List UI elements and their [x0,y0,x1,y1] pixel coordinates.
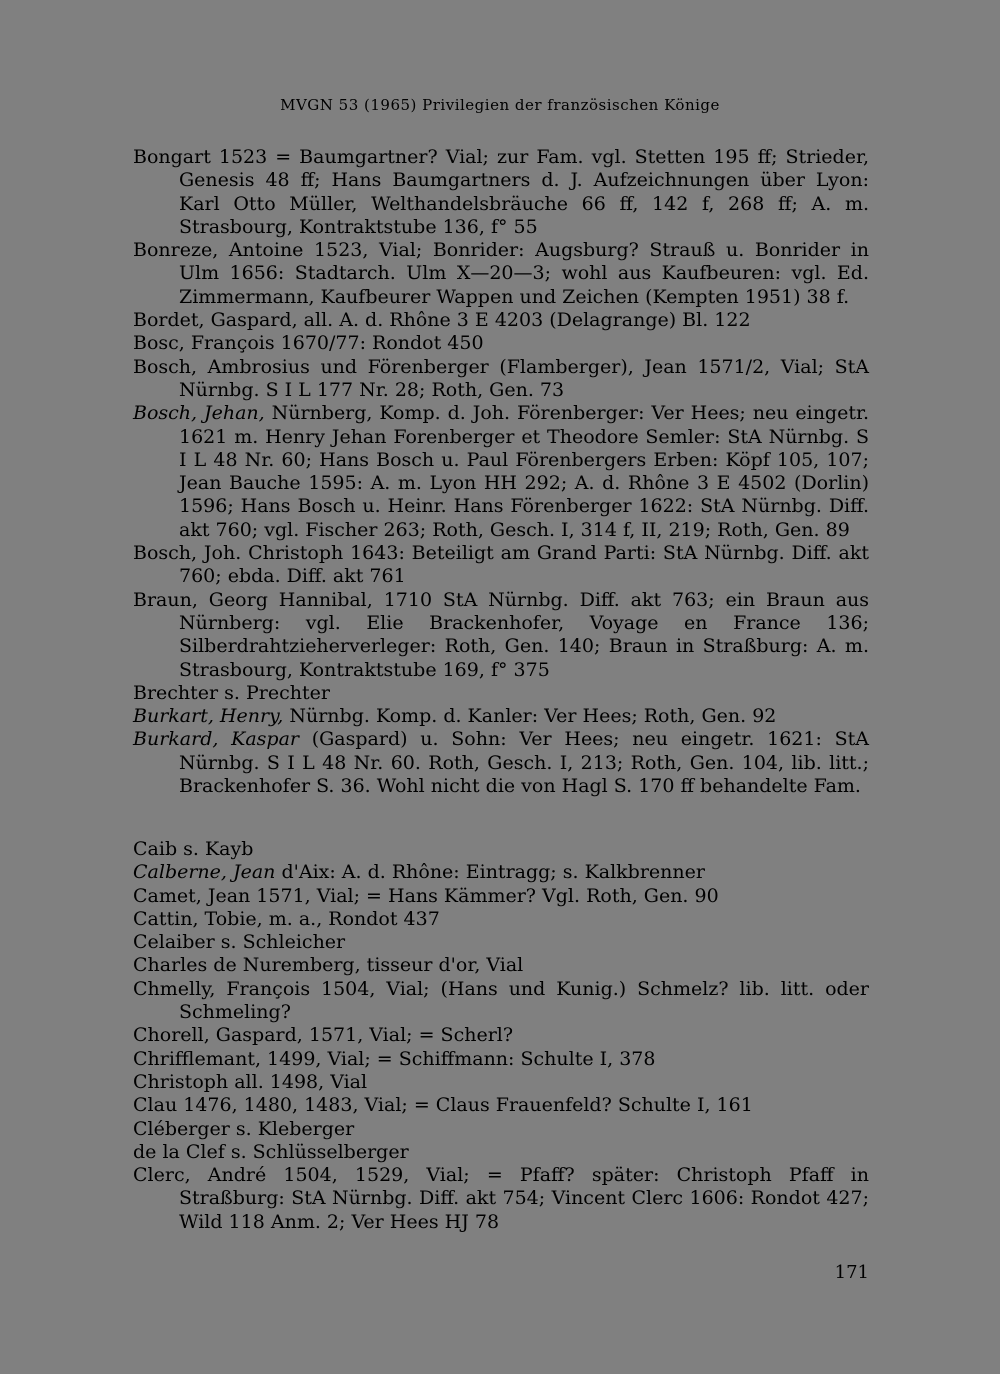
index-entry [133,1094,869,1117]
entry-text: 1643: Beteiligt am Grand Parti: StA Nürnbg. Diff. akt 760; ebda. Diff. akt 761 [179,542,870,588]
entry-head: Bordet, Gaspard, [133,309,298,332]
index-entry [133,728,869,798]
index-entry [133,1118,869,1141]
entry-head: Cléberger [133,1117,230,1140]
entry-head: Chrifflemant, [133,1047,262,1070]
index-entry [133,1164,869,1234]
entry-text: 1504, 1529, Vial; = Pfaff? später: Christoph Pfaff in Straßburg: StA Nürnbg. Diff. akt 754; Vincent Clerc 1606: Rondot 427; Wild 118 Anm. 2; Ver Hees HJ 78 [179,1164,869,1233]
index-entry [133,332,869,355]
entry-head: Christoph [133,1070,229,1093]
entry-head: Clerc, André [133,1164,267,1187]
entry-text: 1710 StA Nürnbg. Diff. akt 763; ein Braun aus Nürnberg: vgl. Elie Brackenhofer, Voyage en France 136; Silberdrahtzieherverleger: Roth, Gen. 140; Braun in Straßburg: A. m. Strasbourg, Kontraktstube 169, f° 375 [179,588,870,681]
entry-head: Chmelly, François [133,977,311,1000]
entry-text: tisseur d'or, Vial [360,954,524,977]
entries-section-c [133,838,869,1234]
entry-text: all. 1498, Vial [228,1070,368,1093]
index-entry [133,861,869,884]
entry-text: 1499, Vial; = Schiffmann: Schulte I, 378 [261,1047,656,1070]
index-entry [133,1024,869,1047]
entry-text: 1523 = Baumgartner? Vial; zur Fam. vgl. Stetten 195 ff; Strieder, Genesis 48 ff; Hans Baumgartners d. J. Aufzeichnungen über Lyon: Karl Otto Müller, Welthandelsbräuche 66 ff, 142 f, 268 ff; A. m. Strasbourg, Kontraktstube 136, f° 55 [179,146,869,238]
entry-text: Nürnbg. Komp. d. Kanler: Ver Hees; Roth, Gen. 92 [283,705,777,728]
index-entry [133,309,869,332]
entry-head: de la Clef [133,1140,225,1163]
index-entry [133,954,869,977]
entry-text: (Gaspard) u. Sohn: Ver Hees; neu eingetr. 1621: StA Nürnbg. S I L 48 Nr. 60. Roth, Gesch. I, 213; Roth, Gen. 104, lib. litt.; Brackenhofer S. 36. Wohl nicht die von Hagl S. 170 ff behandelte Fam. [179,728,869,798]
index-entry [133,682,869,705]
entry-head: Bosch, Jehan, [133,402,265,425]
entry-text: Nürnberg, Komp. d. Joh. Förenberger: Ver Hees; neu eingetr. 1621 m. Henry Jehan Forenberger et Theodore Semler: StA Nürnbg. S I L 48 Nr. 60; Hans Bosch u. Paul Förenbergers Erben: Köpf 105, 107; Jean Bauche 1595: A. m. Lyon HH 292; A. d. Rhône 3 E 4502 (Dorlin) 1596; Hans Bosch u. Heinr. Hans Förenberger 1622: StA Nürnbg. Diff. akt 760; vgl. Fischer 263; Roth, Gesch. I, 314 f, II, 219; Roth, Gen. 89 [179,402,870,541]
entry-text: 1523, Vial; Bonrider: Augsburg? Strauß u. Bonrider in Ulm 1656: Stadtarch. Ulm X—20—3; wohl aus Kaufbeuren: vgl. Ed. Zimmermann, Kaufbeurer Wappen und Zeichen (Kempten 1951) 38 f. [179,239,869,308]
entry-head: Bosch, Joh. Christoph [133,542,344,565]
index-entry [133,1141,869,1164]
entry-head: Celaiber [133,931,215,954]
entry-text: s. Prechter [218,681,330,704]
entry-head: Burkard, Kaspar [133,728,299,751]
entry-text: s. Schlüsselberger [224,1140,409,1163]
entry-text: s. Schleicher [214,931,346,954]
entry-head: Cattin, Tobie, [133,907,263,930]
entry-text: all. A. d. Rhône 3 E 4203 (Delagrange) Bl. 122 [297,309,751,332]
index-entry [133,705,869,728]
entry-head: Camet, Jean [133,884,251,907]
running-head: MVGN 53 (1965) Privilegien der französischen Könige [280,96,720,114]
index-entry [133,146,869,239]
entry-head: Bonreze, Antoine [133,239,304,262]
entries-section-b [133,146,869,798]
entry-text: 1670/77: Rondot 450 [274,332,484,355]
index-entry [133,838,869,861]
index-entry [133,356,869,403]
entry-text: 1571, Vial; = Hans Kämmer? Vgl. Roth, Gen. 90 [250,884,719,907]
entry-head: Clau [133,1094,178,1117]
page-number: 171 [834,1262,869,1283]
entry-head: Bosch, Ambrosius [133,355,310,378]
entry-head: Charles de Nuremberg, [133,954,361,977]
index-entry [133,931,869,954]
entry-head: Calberne, Jean [133,861,276,884]
entry-head: Braun, Georg Hannibal, [133,588,373,611]
entry-head: Brechter [133,681,219,704]
entry-text: s. Kleberger [229,1117,355,1140]
entry-text: 1571, Vial; = Scherl? [302,1024,514,1047]
entry-text: 1504, Vial; (Hans und Kunig.) Schmelz? lib. litt. oder Schmeling? [179,977,869,1024]
entry-head: Caib [133,838,178,860]
index-entry [133,908,869,931]
index-entry [133,885,869,908]
entry-head: Burkart, Henry, [133,705,284,728]
index-entry [133,589,869,682]
entry-text: d'Aix: A. d. Rhône: Eintragg; s. Kalkbrenner [275,861,705,884]
index-entry [133,1071,869,1094]
entry-text: und Förenberger (Flamberger), Jean 1571/2, Vial; StA Nürnbg. S I L 177 Nr. 28; Roth, Gen. 73 [179,355,869,401]
index-entry [133,542,869,589]
entry-text: m. a., Rondot 437 [262,907,440,930]
index-entry [133,402,869,542]
entry-text: 1476, 1480, 1483, Vial; = Claus Frauenfeld? Schulte I, 161 [177,1094,753,1117]
entry-text: s. Kayb [177,838,254,860]
index-entry [133,978,869,1025]
entry-head: Bosc, François [133,332,275,355]
index-entry [133,239,869,309]
index-entry [133,1048,869,1071]
entry-head: Bongart [133,146,211,168]
entry-head: Chorell, Gaspard, [133,1024,303,1047]
